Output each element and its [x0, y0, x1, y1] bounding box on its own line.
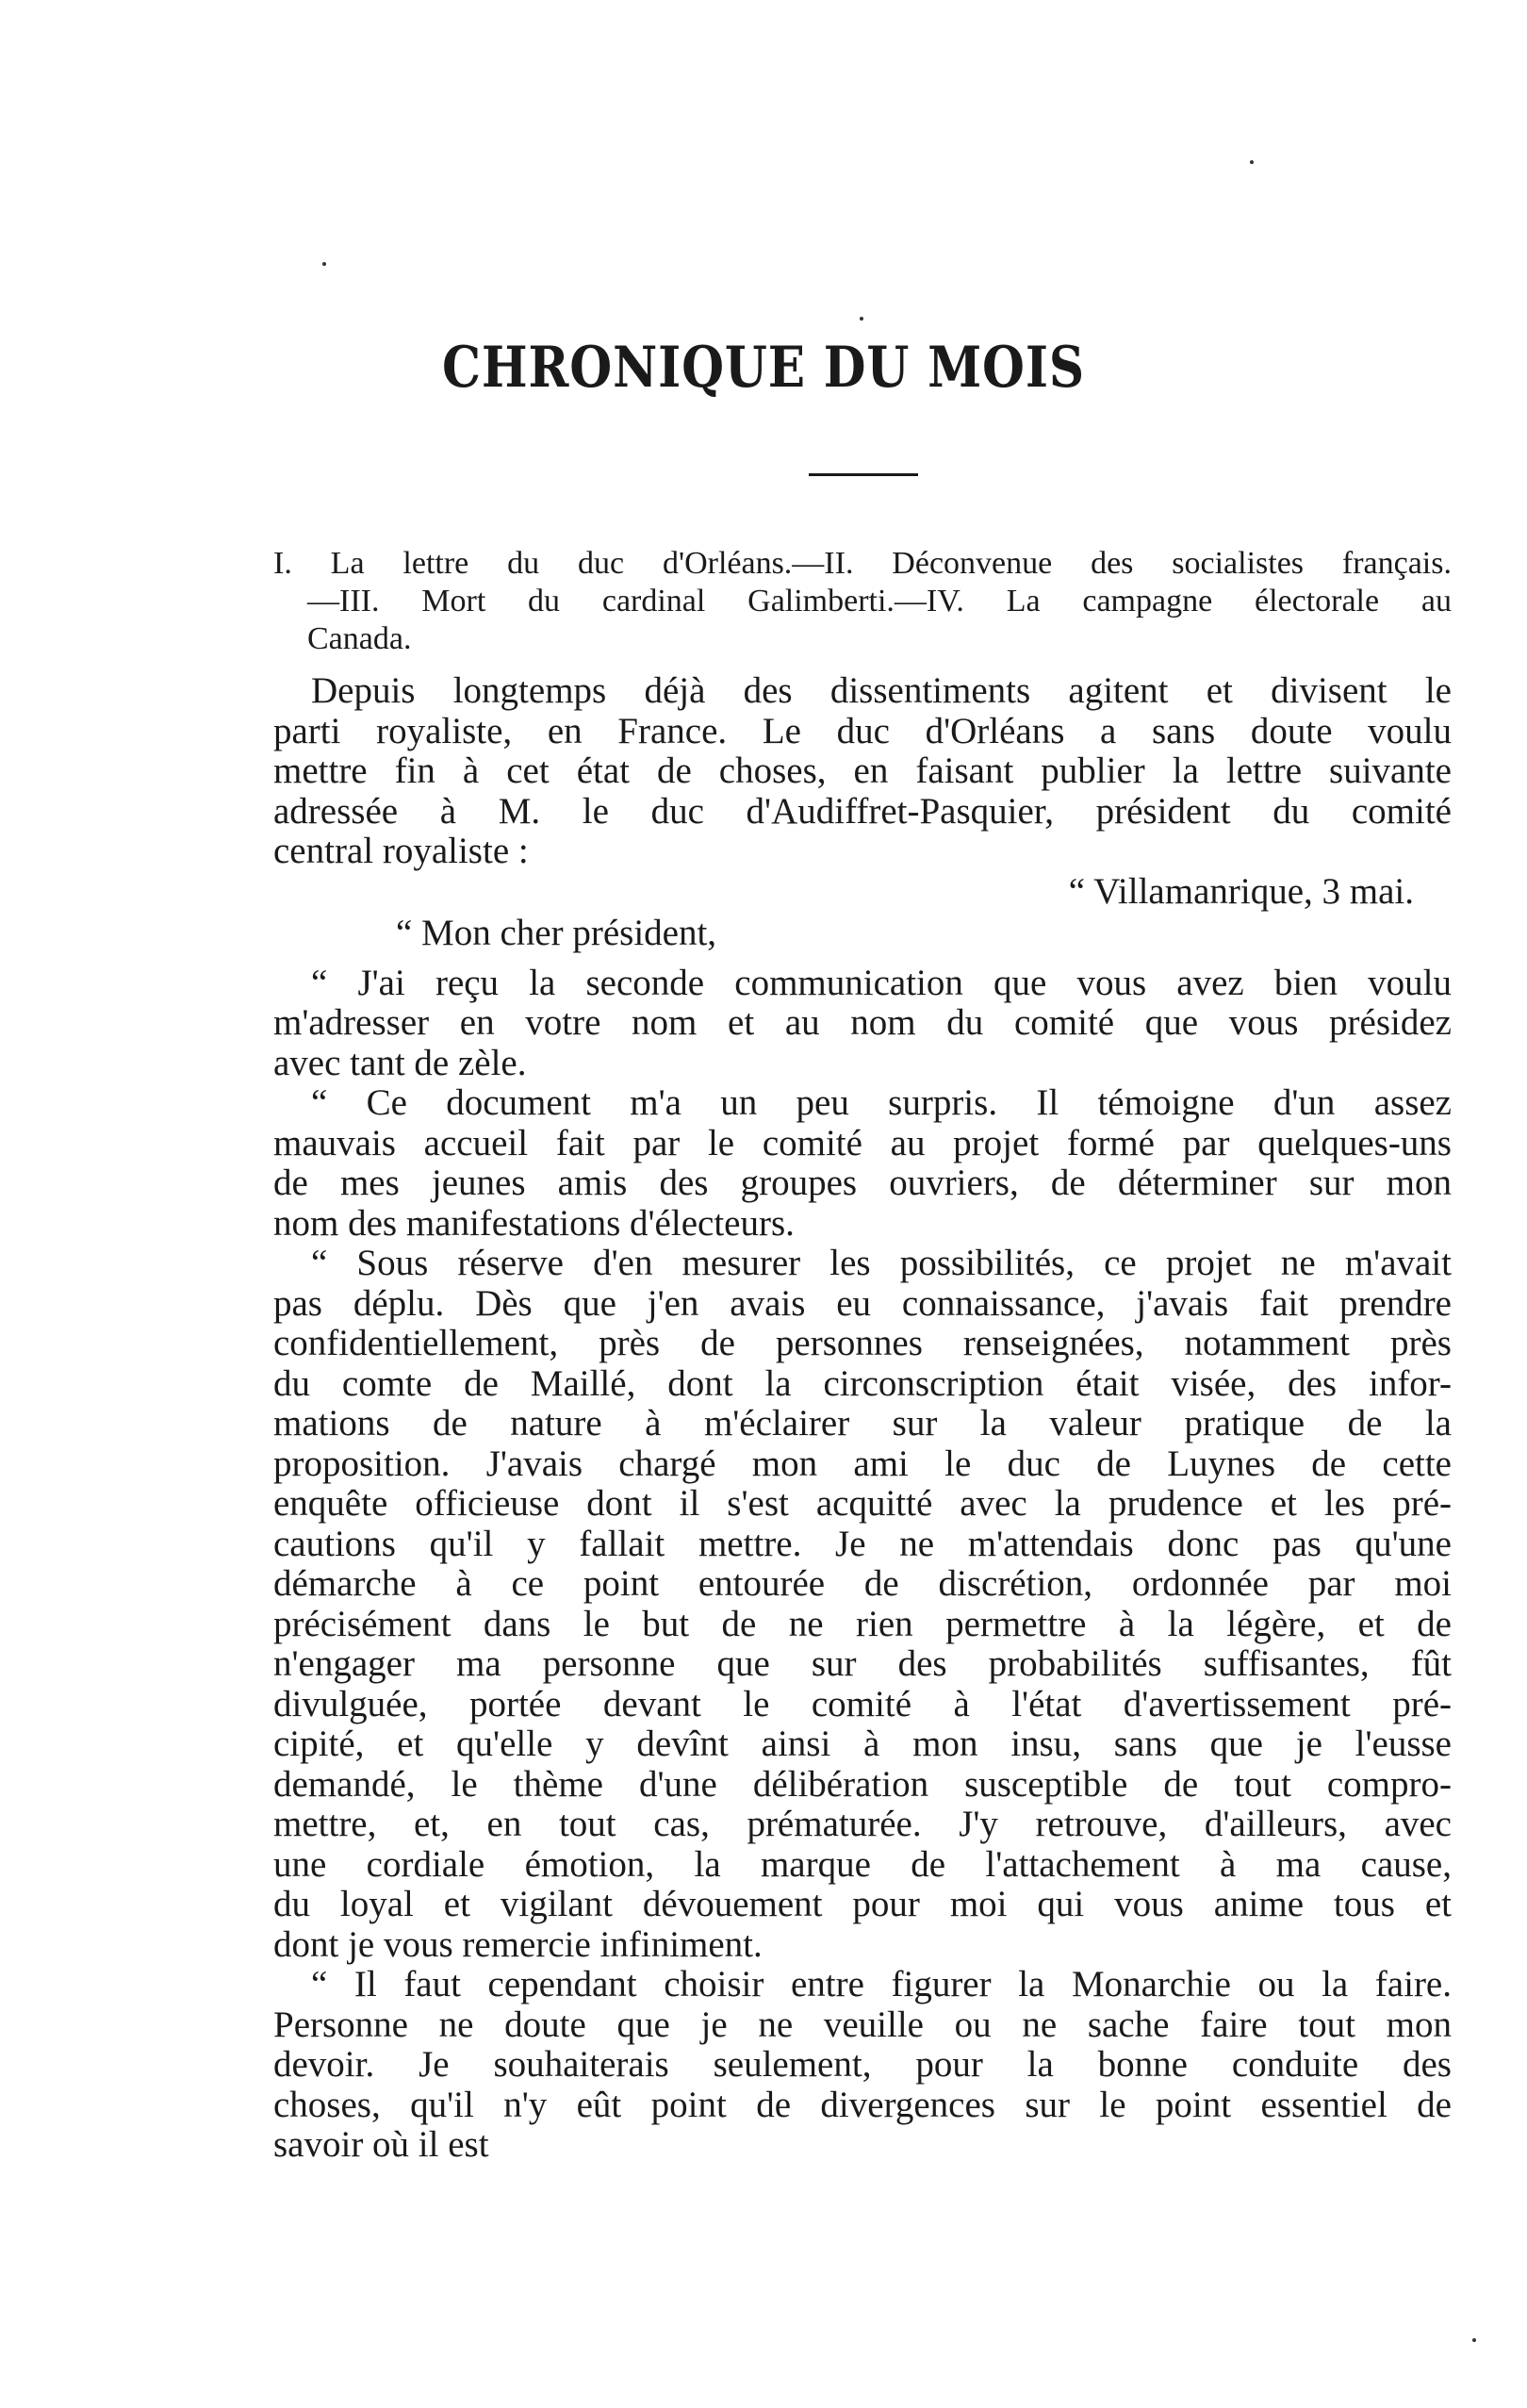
speck-mark — [860, 317, 863, 321]
summary-line: —III. Mort du cardinal Galimberti.—IV. La campagne électorale au — [307, 584, 1452, 618]
text-line: Depuis longtemps déjà des dissentiments agitent et divisent le — [311, 670, 1452, 711]
text-line: adressée à M. le duc d'Audiffret-Pasquier, président du comité — [273, 790, 1452, 832]
text-line: n'engager ma personne que sur des probabilités suffisantes, fût — [273, 1643, 1452, 1684]
text-line: confidentiellement, près de personnes renseignées, notamment près — [273, 1323, 1452, 1363]
text-line: demandé, le thème d'une délibération susceptible de tout compro- — [273, 1763, 1452, 1805]
text-line: du loyal et vigilant dévouement pour moi qui vous anime tous et — [273, 1884, 1452, 1924]
text-line: m'adresser en votre nom et au nom du comité que vous présidez — [273, 1002, 1452, 1043]
text-line: parti royaliste, en France. Le duc d'Orléans a sans doute voulu — [273, 710, 1452, 751]
text-line: démarche à ce point entourée de discrétion, ordonnée par moi — [273, 1563, 1452, 1604]
text-line: Personne ne doute que je ne veuille ou ne sache faire tout mon — [273, 2004, 1452, 2045]
speck-mark — [1250, 160, 1254, 164]
text-line: une cordiale émotion, la marque de l'attachement à ma cause, — [273, 1843, 1452, 1885]
text-line: “ Il faut cependant choisir entre figurer la Monarchie ou la faire. — [311, 1964, 1452, 2004]
text-line: “ Ce document m'a un peu surpris. Il témoigne d'un assez — [311, 1082, 1452, 1123]
text-line: dont je vous remercie infiniment. — [273, 1923, 763, 1965]
text-line: “ J'ai reçu la seconde communication que vous avez bien voulu — [311, 962, 1452, 1003]
letter-dateline: “ Villamanrique, 3 mai. — [1068, 870, 1414, 912]
speck-mark — [1472, 2338, 1476, 2342]
text-line: pas déplu. Dès que j'en avais eu connaissance, j'avais fait prendre — [273, 1282, 1452, 1324]
letter-salutation: “ Mon cher président, — [396, 913, 717, 953]
text-line: mauvais accueil fait par le comité au projet formé par quelques-uns — [273, 1122, 1452, 1163]
summary-line: Canada. — [307, 621, 412, 656]
text-line: “ Sous réserve d'en mesurer les possibilités, ce projet ne m'avait — [311, 1243, 1452, 1283]
text-line: central royaliste : — [273, 831, 529, 871]
text-line: cautions qu'il y fallait mettre. Je ne m'attendais donc pas qu'une — [273, 1523, 1452, 1564]
text-line: divulguée, portée devant le comité à l'état d'avertissement pré- — [273, 1683, 1452, 1724]
text-line: cipité, et qu'elle y devînt ainsi à mon insu, sans que je l'eusse — [273, 1724, 1452, 1764]
text-line: proposition. J'avais chargé mon ami le duc de Luynes de cette — [273, 1443, 1452, 1484]
text-line: de mes jeunes amis des groupes ouvriers, de déterminer sur mon — [273, 1163, 1452, 1203]
article-body — [273, 671, 1452, 2166]
title-divider — [809, 473, 918, 476]
text-line: mettre fin à cet état de choses, en faisant publier la lettre suivante — [273, 750, 1452, 791]
text-line: avec tant de zèle. — [273, 1042, 527, 1083]
text-line: devoir. Je souhaiterais seulement, pour la bonne conduite des — [273, 2044, 1452, 2085]
text-line: nom des manifestations d'électeurs. — [273, 1202, 795, 1244]
chapter-summary — [273, 545, 1452, 658]
text-line: mations de nature à m'éclairer sur la valeur pratique de la — [273, 1403, 1452, 1443]
text-line: mettre, et, en tout cas, prématurée. J'y retrouve, d'ailleurs, avec — [273, 1804, 1452, 1844]
text-line: du comte de Maillé, dont la circonscription était visée, des infor- — [273, 1362, 1452, 1404]
text-line: savoir où il est — [273, 2124, 489, 2165]
page-title: CHRONIQUE DU MOIS — [441, 335, 1085, 401]
summary-line: I. La lettre du duc d'Orléans.—II. Déconvenue des socialistes français. — [273, 546, 1452, 581]
text-line: choses, qu'il n'y eût point de divergences sur le point essentiel de — [273, 2084, 1452, 2125]
text-line: enquête officieuse dont il s'est acquitté avec la prudence et les pré- — [273, 1483, 1452, 1524]
speck-mark — [322, 262, 326, 266]
text-line: précisément dans le but de ne rien permettre à la légère, et de — [273, 1603, 1452, 1644]
paragraph-gap — [273, 954, 1452, 964]
